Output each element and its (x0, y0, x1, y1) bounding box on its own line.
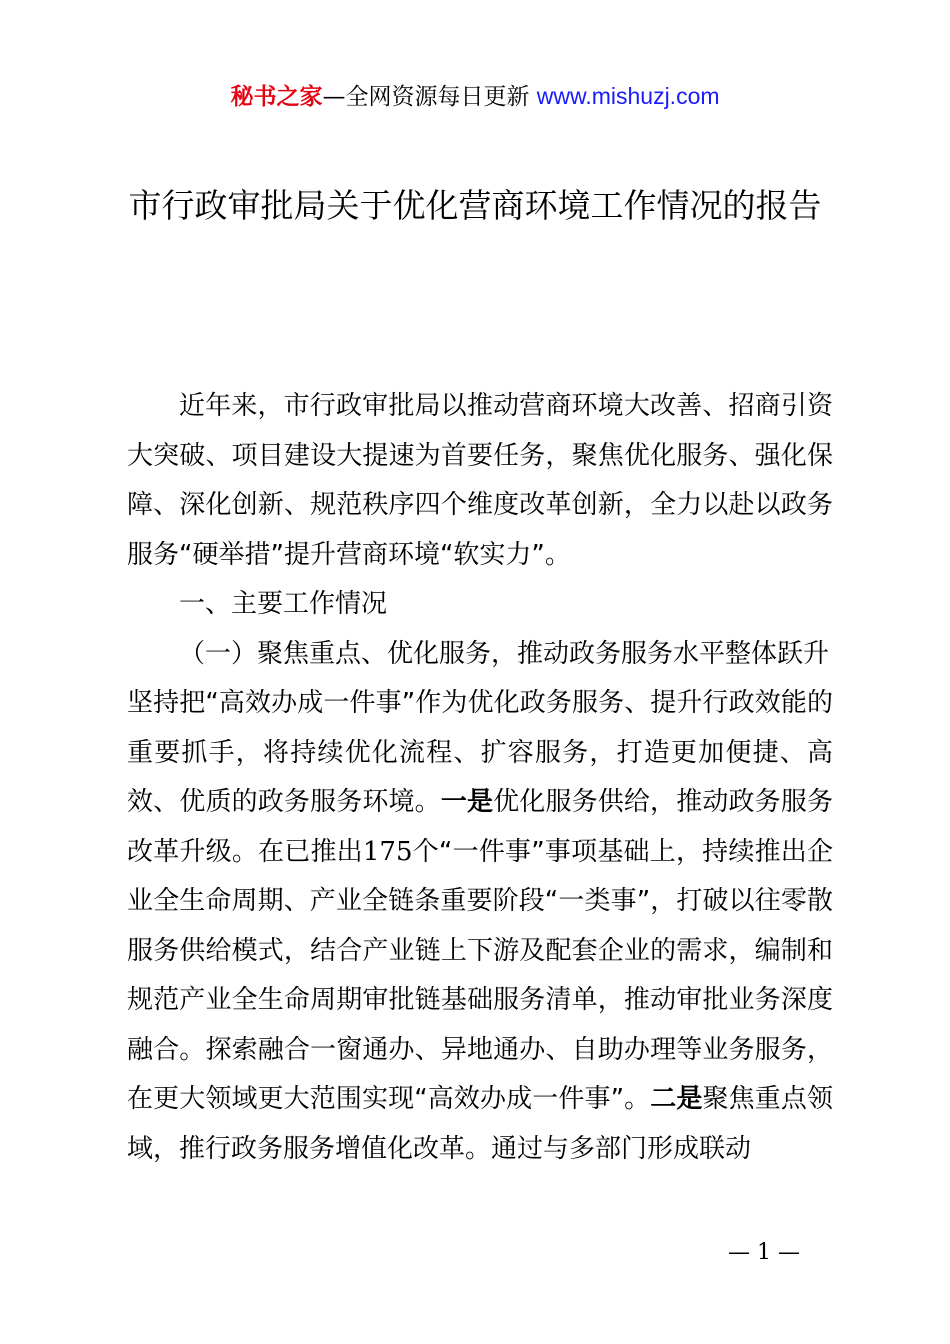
site-brand: 秘书之家 (230, 84, 323, 110)
paragraph-part-1: 坚持把“高效办成一件事”作为优化政务服务、提升行政效能的重要抓手，将持续优化流程、扩容服务，打造更加便捷、高效、优质的政务服务环境。 (127, 688, 833, 817)
page-number: — 1 — (728, 1240, 800, 1265)
body-paragraph (127, 679, 833, 1174)
paragraph-part-2b: 个“一件事”事项基础上，持续推出企业全生命周期、产业全链条重要阶段“一类事”，打破以往零散服务供给模式，结合产业链上下游及配套企业的需求，编制和规范产业全生命周期审批链基础服务清单，推动审批业务深度融合。探索融合一窗通办、异地通办、自助办理等业务服务，在更大领域更大范围实现“高效办成一件事”。 (127, 836, 833, 1114)
intro-paragraph: 近年来，市行政审批局以推动营商环境大改善、招商引资大突破、项目建设大提速为首要任务，聚焦优化服务、强化保障、深化创新、规范秩序四个维度改革创新，全力以赴以政务服务“硬举措”提升营商环境“软实力”。 (127, 391, 833, 570)
site-slogan: —全网资源每日更新 (322, 84, 530, 110)
item-count: 175 (362, 836, 413, 867)
subsection-heading: （一）聚焦重点、优化服务，推动政务服务水平整体跃升 (179, 638, 830, 669)
document-body (127, 382, 833, 1174)
site-header (0, 80, 950, 113)
document-title: 市行政审批局关于优化营商环境工作情况的报告 (128, 186, 822, 225)
paragraph-part-2a: 优化服务供给，推动政务服务改革升级。在已推出 (127, 787, 833, 867)
bold-marker-second: 二是 (650, 1084, 703, 1114)
site-url-link[interactable]: www.mishuzj.com (536, 83, 720, 109)
bold-marker-first: 一是 (440, 787, 494, 817)
paragraph-part-3: 聚焦重点领域，推行政务服务增值化改革。通过与多部门形成联动 (127, 1084, 833, 1164)
section-heading: 一、主要工作情况 (179, 589, 388, 619)
